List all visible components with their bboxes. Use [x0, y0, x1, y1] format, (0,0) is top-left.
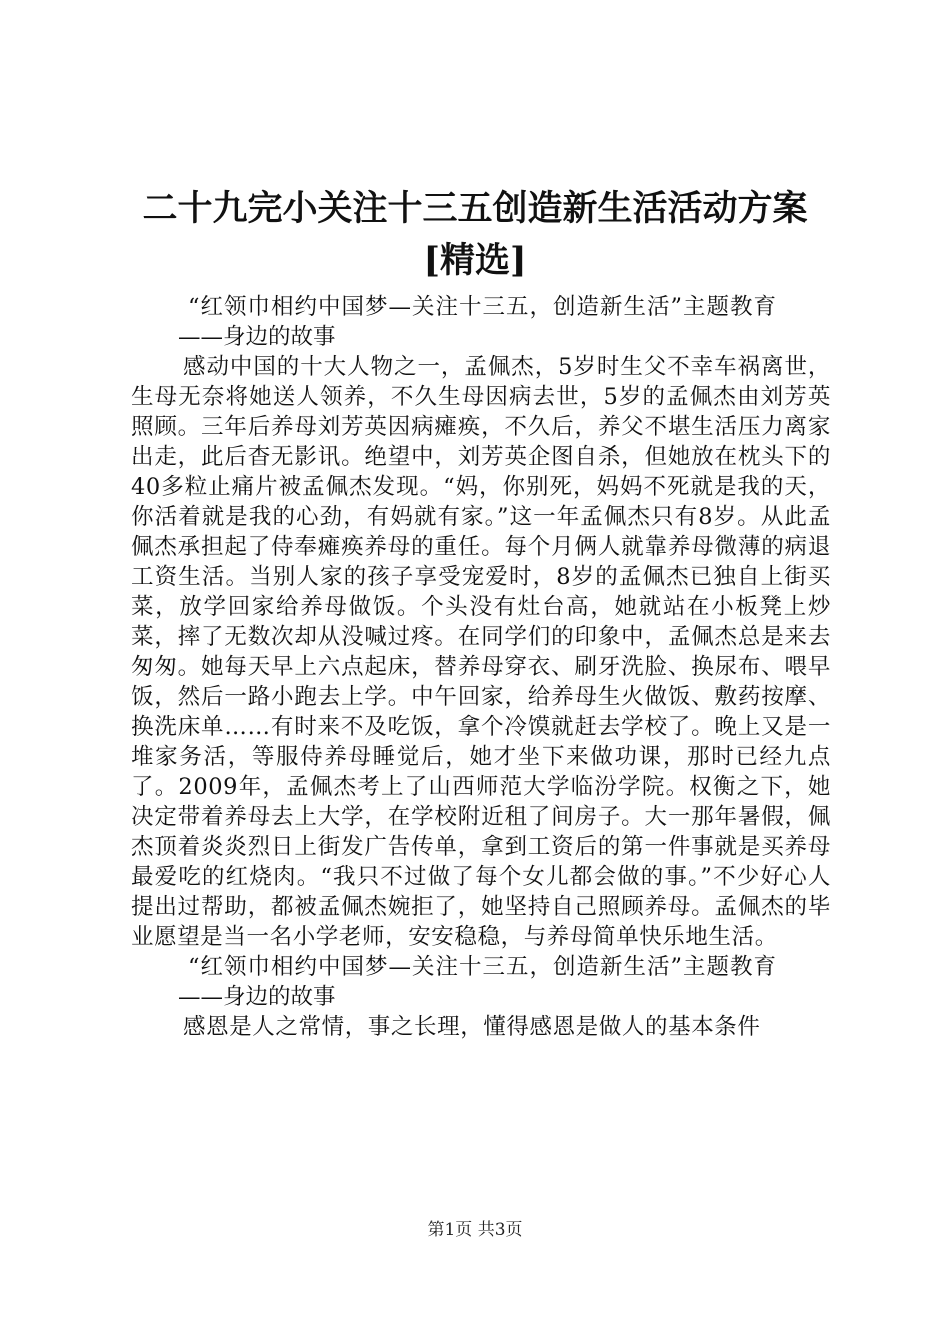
document-title-suffix: [精选] [423, 240, 527, 281]
document-title: 二十九完小关注十三五创造新生活活动方案 [142, 188, 808, 229]
page-number-footer: 第1页 共3页 [427, 1220, 523, 1240]
story-paragraph: 感动中国的十大人物之一，孟佩杰，5岁时生父不幸车祸离世，生母无奈将她送人领养，不久生母因病去世，5岁的孟佩杰由刘芳英照顾。三年后养母刘芳英因病瘫痪，不久后，养父不堪生活压力离家出走，此后杳无影讯。绝望中，刘芳英企图自杀，但她放在枕头下的40多粒止痛片被孟佩杰发现。“妈，你别死，妈妈不死就是我的天，你活着就是我的心劲，有妈就有家。”这一年孟佩杰只有8岁。从此孟佩杰承担起了侍奉瘫痪养母的重任。每个月俩人就靠养母微薄的病退工资生活。当别人家的孩子享受宠爱时，8岁的孟佩杰已独自上街买菜，放学回家给养母做饭。个头没有灶台高，她就站在小板凳上炒菜，摔了无数次却从没喊过疼。在同学们的印象中，孟佩杰总是来去匆匆。她每天早上六点起床，替养母穿衣、刷牙洗脸、换尿布、喂早饭，然后一路小跑去上学。中午回家，给养母生火做饭、敷药按摩、换洗床单……有时来不及吃饭，拿个冷馍就赶去学校了。晚上又是一堆家务活，等服侍养母睡觉后，她才坐下来做功课，那时已经九点了。2009年，孟佩杰考上了山西师范大学临汾学院。权衡之下，她决定带着养母去上大学，在学校附近租了间房子。大一那年暑假，佩杰顶着炎炎烈日上街发广告传单，拿到工资后的第一件事就是买养母最爱吃的红烧肉。“我只不过做了每个女儿都会做的事。”不少好心人提出过帮助，都被孟佩杰婉拒了，她坚持自己照顾养母。孟佩杰的毕业愿望是当一名小学老师，安安稳稳，与养母简单快乐地生活。 [131, 354, 831, 950]
story-paragraph: 感恩是人之常情，事之长理，懂得感恩是做人的基本条件 [183, 1014, 761, 1040]
section-subheading: ——身边的故事 [178, 324, 336, 350]
theme-heading: “红领巾相约中国梦—关注十三五，创造新生活”主题教育 [188, 954, 778, 980]
section-subheading: ——身边的故事 [178, 984, 336, 1010]
theme-heading: “红领巾相约中国梦—关注十三五，创造新生活”主题教育 [188, 294, 778, 320]
document-body [131, 292, 831, 1042]
